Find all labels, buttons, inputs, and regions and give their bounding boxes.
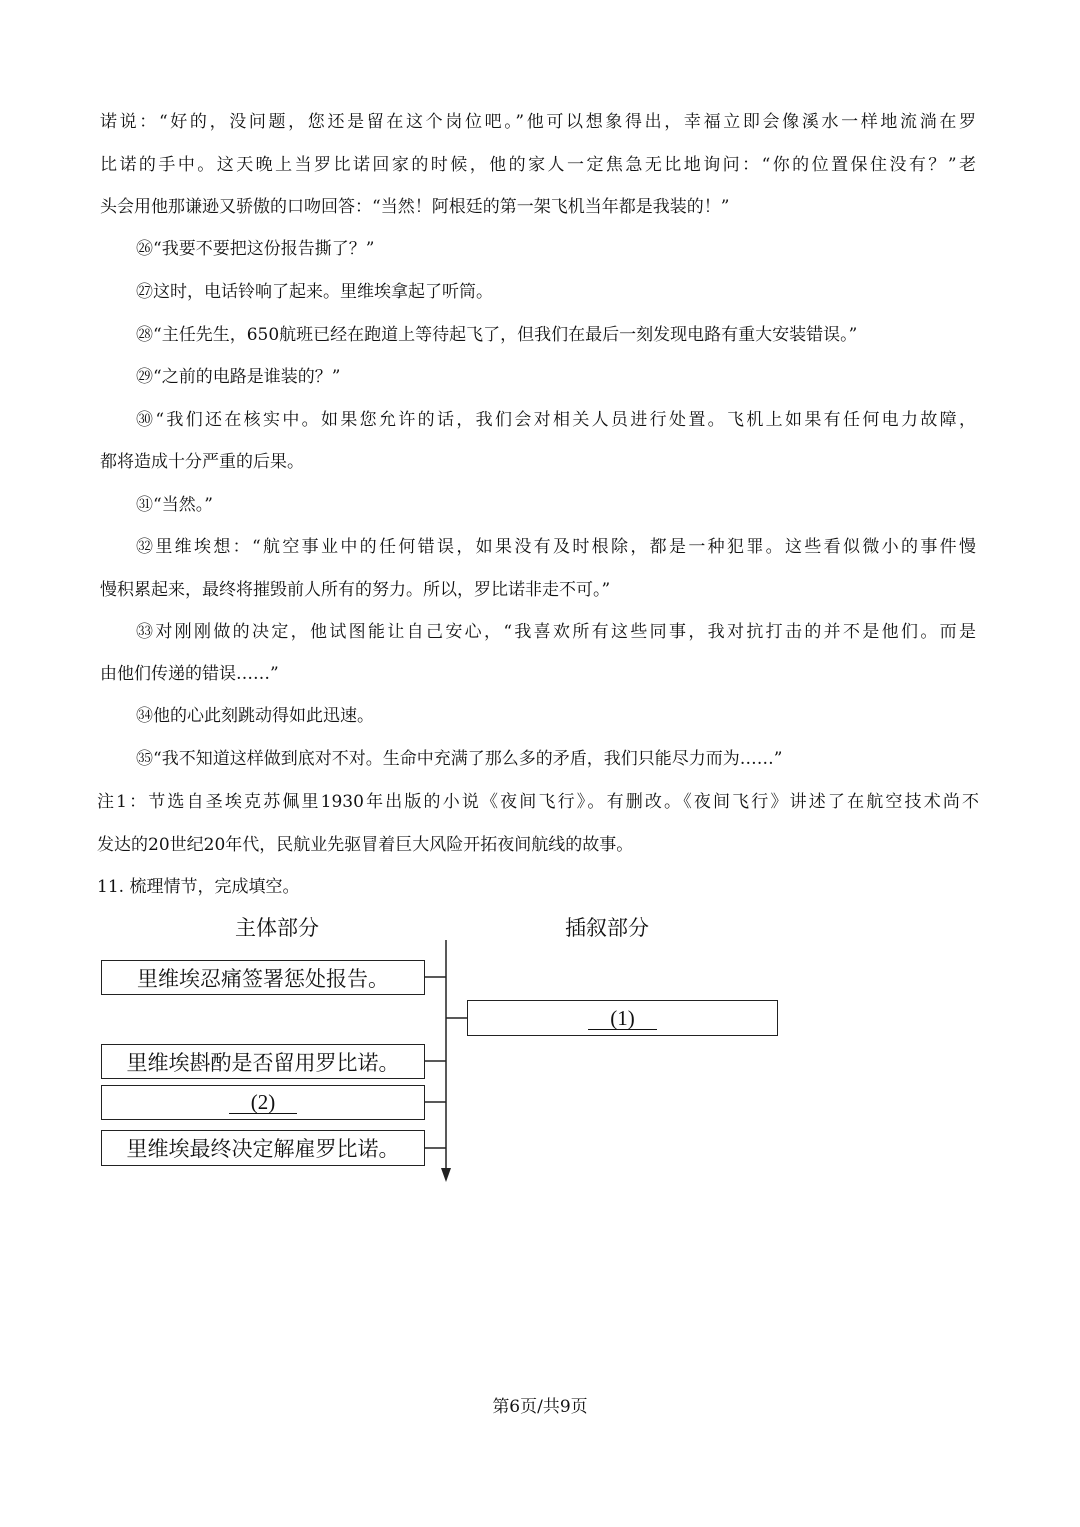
paragraph-line: ㉚“我们还在核实中。如果您允许的话，我们会对相关人员进行处置。飞机上如果有任何电力故障， (136, 410, 976, 430)
plot-box-5: 里维埃最终决定解雇罗比诺。 (101, 1130, 425, 1166)
page-number: 第6页/共9页 (492, 1397, 588, 1417)
paragraph-line: ㉖“我要不要把这份报告撕了？” (136, 239, 375, 259)
paragraph-line: 都将造成十分严重的后果。 (100, 452, 304, 472)
paragraph-line: ㉟“我不知道这样做到底对不对。生命中充满了那么多的矛盾，我们只能尽力而为……” (136, 749, 783, 769)
paragraph-line: 诺说：“好的，没问题，您还是留在这个岗位吧。”他可以想象得出，幸福立即会像溪水一样地流淌在罗 (100, 112, 976, 132)
footnote-line: 发达的20世纪20年代，民航业先驱冒着巨大风险开拓夜间航线的故事。 (97, 835, 634, 855)
paragraph-line: ㉜里维埃想：“航空事业中的任何错误，如果没有及时根除，都是一种犯罪。这些看似微小的事件慢 (136, 537, 976, 557)
paragraph-line: ㉘“主任先生，650航班已经在跑道上等待起飞了，但我们在最后一刻发现电路有重大安装错误。” (136, 325, 858, 345)
paragraph-line: 头会用他那谦逊又骄傲的口吻回答：“当然！阿根廷的第一架飞机当年都是我装的！” (100, 197, 730, 217)
paragraph-line: ㉝对刚刚做的决定，他试图能让自己安心，“我喜欢所有这些同事，我对抗打击的并不是他们。而是 (136, 622, 976, 642)
paragraph-line: ㉗这时，电话铃响了起来。里维埃拿起了听筒。 (136, 282, 493, 302)
question-11: 11. 梳理情节，完成填空。 (97, 877, 300, 897)
paragraph-line: 慢积累起来，最终将摧毁前人所有的努力。所以，罗比诺非走不可。” (100, 580, 611, 600)
paragraph-line: 比诺的手中。这天晚上当罗比诺回家的时候，他的家人一定焦急无比地询问：“你的位置保住没有？”老 (100, 155, 976, 175)
main-part-header: 主体部分 (235, 916, 319, 940)
answer-box-1[interactable] (467, 1000, 778, 1036)
plot-box-3: 里维埃斟酌是否留用罗比诺。 (101, 1044, 425, 1079)
blank-1: (1) (588, 1007, 657, 1030)
plot-box-1: 里维埃忍痛签署惩处报告。 (101, 960, 425, 995)
footnote-line: 注1：节选自圣埃克苏佩里1930年出版的小说《夜间飞行》。有删改。《夜间飞行》讲述了在航空技术尚不 (97, 792, 979, 812)
blank-2: (2) (229, 1091, 298, 1114)
paragraph-line: 由他们传递的错误……” (100, 664, 279, 684)
answer-box-2[interactable] (101, 1085, 425, 1120)
paragraph-line: ㉞他的心此刻跳动得如此迅速。 (136, 706, 374, 726)
flashback-part-header: 插叙部分 (565, 916, 649, 940)
paragraph-line: ㉛“当然。” (136, 495, 213, 515)
paragraph-line: ㉙“之前的电路是谁装的？” (136, 367, 341, 387)
